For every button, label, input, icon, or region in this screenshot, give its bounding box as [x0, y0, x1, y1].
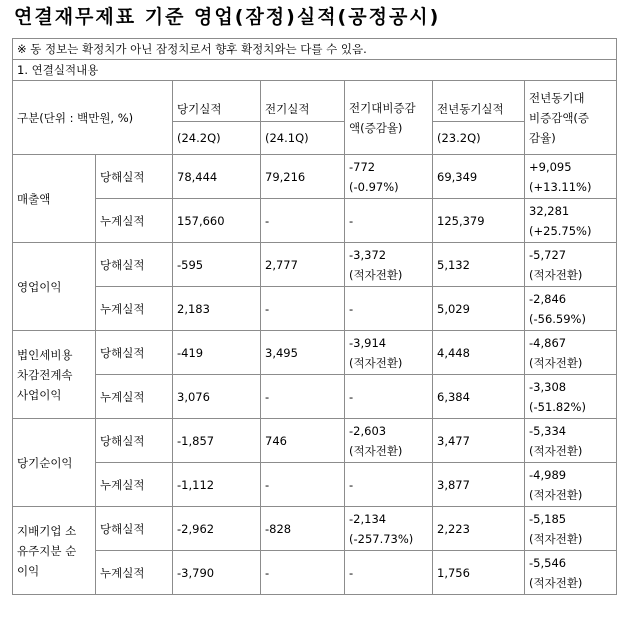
cell-yoy-change-line: -2,846 [529, 291, 567, 306]
page-title: 연결재무제표 기준 영업(잠정)실적(공정공시) [14, 6, 441, 28]
cell-yoy-change [525, 551, 617, 595]
cell-yoy-change-line: (적자전환) [529, 355, 583, 370]
row-category [13, 155, 96, 243]
cell-qoq-change-line: - [349, 565, 354, 580]
cell-qoq-change [345, 375, 433, 419]
table-row [13, 551, 617, 595]
cell-yoy-change-line: (적자전환) [529, 531, 583, 546]
table-row [13, 199, 617, 243]
row-type: 누계실적 [96, 287, 173, 331]
cell-yoy-change [525, 243, 617, 287]
cell-previous: - [261, 199, 345, 243]
cell-previous: - [261, 287, 345, 331]
cell-qoq-change [345, 507, 433, 551]
cell-qoq-change-line: (-0.97%) [349, 179, 399, 194]
header-yoy-line2: 비증감액(증 [529, 110, 590, 125]
cell-current: -1,112 [173, 463, 261, 507]
cell-previous: - [261, 375, 345, 419]
cell-qoq-change [345, 199, 433, 243]
header-previous-period: (24.1Q) [261, 122, 345, 155]
cell-yoy-change-line: (적자전환) [529, 267, 583, 282]
cell-yoy-prev: 3,477 [433, 419, 525, 463]
table-row [13, 243, 617, 287]
cell-yoy-prev: 69,349 [433, 155, 525, 199]
cell-qoq-change-line: - [349, 301, 354, 316]
cell-yoy-change-line: -4,867 [529, 335, 567, 350]
row-type: 당해실적 [96, 155, 173, 199]
cell-yoy-change-line: (-56.59%) [529, 311, 586, 326]
cell-yoy-change-line: (적자전환) [529, 487, 583, 502]
cell-current: -595 [173, 243, 261, 287]
table-row [13, 419, 617, 463]
cell-qoq-change-line: (적자전환) [349, 443, 403, 458]
results-table [12, 38, 617, 595]
cell-yoy-change [525, 375, 617, 419]
cell-current: -1,857 [173, 419, 261, 463]
row-category [13, 507, 96, 595]
cell-yoy-change [525, 287, 617, 331]
header-current: 당기실적 [173, 81, 261, 122]
cell-yoy-prev: 4,448 [433, 331, 525, 375]
row-category [13, 243, 96, 331]
cell-yoy-prev: 1,756 [433, 551, 525, 595]
header-yoy-prev-period: (23.2Q) [433, 122, 525, 155]
cell-yoy-change-line: (적자전환) [529, 443, 583, 458]
header-current-period: (24.2Q) [173, 122, 261, 155]
row-category-line: 영업이익 [17, 279, 62, 294]
cell-current: -2,962 [173, 507, 261, 551]
cell-current: 78,444 [173, 155, 261, 199]
header-division: 구분(단위 : 백만원, %) [13, 81, 173, 155]
cell-previous: 746 [261, 419, 345, 463]
cell-qoq-change-line: -2,134 [349, 511, 387, 526]
row-type: 당해실적 [96, 507, 173, 551]
row-type: 당해실적 [96, 419, 173, 463]
cell-previous: 3,495 [261, 331, 345, 375]
table-row [13, 287, 617, 331]
cell-qoq-change-line: - [349, 389, 354, 404]
cell-qoq-change [345, 463, 433, 507]
cell-qoq-change [345, 331, 433, 375]
cell-yoy-change [525, 155, 617, 199]
cell-qoq-change [345, 551, 433, 595]
cell-yoy-change-line: (-51.82%) [529, 399, 586, 414]
cell-yoy-prev: 125,379 [433, 199, 525, 243]
row-category-line: 지배기업 소 [17, 523, 77, 538]
cell-yoy-change-line: -5,727 [529, 247, 567, 262]
cell-qoq-change-line: -772 [349, 159, 376, 174]
cell-yoy-change-line: -5,334 [529, 423, 567, 438]
row-type: 누계실적 [96, 199, 173, 243]
cell-qoq-change-line: (-257.73%) [349, 531, 414, 546]
row-type: 당해실적 [96, 331, 173, 375]
cell-yoy-prev: 3,877 [433, 463, 525, 507]
disclaimer-note: ※ 동 정보는 확정치가 아닌 잠정치로서 향후 확정치와는 다를 수 있음. [13, 39, 617, 60]
header-yoy-line1: 전년동기대 [529, 90, 585, 105]
cell-yoy-change-line: (+25.75%) [529, 223, 592, 238]
cell-qoq-change-line: - [349, 213, 354, 228]
cell-previous: - [261, 463, 345, 507]
cell-qoq-change [345, 155, 433, 199]
table-row [13, 507, 617, 551]
header-yoy-prev: 전년동기실적 [433, 81, 525, 122]
cell-qoq-change-line: -3,372 [349, 247, 387, 262]
cell-yoy-prev: 6,384 [433, 375, 525, 419]
section-heading: 1. 연결실적내용 [13, 60, 617, 81]
row-type: 누계실적 [96, 551, 173, 595]
cell-qoq-change [345, 243, 433, 287]
header-qoq-line1: 전기대비증감 [349, 100, 416, 115]
cell-yoy-change-line: (+13.11%) [529, 179, 592, 194]
row-type: 누계실적 [96, 375, 173, 419]
cell-yoy-change [525, 419, 617, 463]
cell-previous: 79,216 [261, 155, 345, 199]
cell-yoy-change [525, 331, 617, 375]
cell-current: -419 [173, 331, 261, 375]
row-category-line: 이익 [17, 563, 40, 578]
row-category-line: 유주지분 순 [17, 543, 77, 558]
cell-yoy-change-line: 32,281 [529, 203, 570, 218]
table-row [13, 463, 617, 507]
header-qoq [345, 81, 433, 155]
cell-yoy-change-line: +9,095 [529, 159, 572, 174]
row-category-line: 차감전계속 [17, 367, 73, 382]
cell-yoy-prev: 2,223 [433, 507, 525, 551]
cell-qoq-change [345, 287, 433, 331]
cell-qoq-change-line: - [349, 477, 354, 492]
cell-previous: -828 [261, 507, 345, 551]
cell-yoy-change-line: -4,989 [529, 467, 567, 482]
header-previous: 전기실적 [261, 81, 345, 122]
cell-current: 2,183 [173, 287, 261, 331]
row-category [13, 331, 96, 419]
cell-current: 3,076 [173, 375, 261, 419]
row-category [13, 419, 96, 507]
cell-qoq-change-line: -2,603 [349, 423, 387, 438]
cell-qoq-change-line: (적자전환) [349, 355, 403, 370]
cell-qoq-change-line: (적자전환) [349, 267, 403, 282]
cell-yoy-change [525, 199, 617, 243]
row-category-line: 사업이익 [17, 387, 62, 402]
row-category-line: 법인세비용 [17, 347, 73, 362]
cell-yoy-change-line: -5,185 [529, 511, 567, 526]
header-qoq-line2: 액(증감율) [349, 120, 403, 135]
row-category-line: 당기순이익 [17, 455, 73, 470]
cell-yoy-change-line: -3,308 [529, 379, 567, 394]
cell-current: -3,790 [173, 551, 261, 595]
table-row [13, 375, 617, 419]
table-row [13, 331, 617, 375]
cell-yoy-change-line: -5,546 [529, 555, 567, 570]
cell-qoq-change-line: -3,914 [349, 335, 387, 350]
cell-current: 157,660 [173, 199, 261, 243]
row-type: 누계실적 [96, 463, 173, 507]
table-row [13, 155, 617, 199]
cell-qoq-change [345, 419, 433, 463]
cell-yoy-prev: 5,029 [433, 287, 525, 331]
cell-yoy-prev: 5,132 [433, 243, 525, 287]
header-yoy [525, 81, 617, 155]
cell-yoy-change [525, 463, 617, 507]
row-category-line: 매출액 [17, 191, 51, 206]
cell-previous: 2,777 [261, 243, 345, 287]
cell-previous: - [261, 551, 345, 595]
cell-yoy-change-line: (적자전환) [529, 575, 583, 590]
cell-yoy-change [525, 507, 617, 551]
row-type: 당해실적 [96, 243, 173, 287]
header-yoy-line3: 감율) [529, 130, 556, 145]
